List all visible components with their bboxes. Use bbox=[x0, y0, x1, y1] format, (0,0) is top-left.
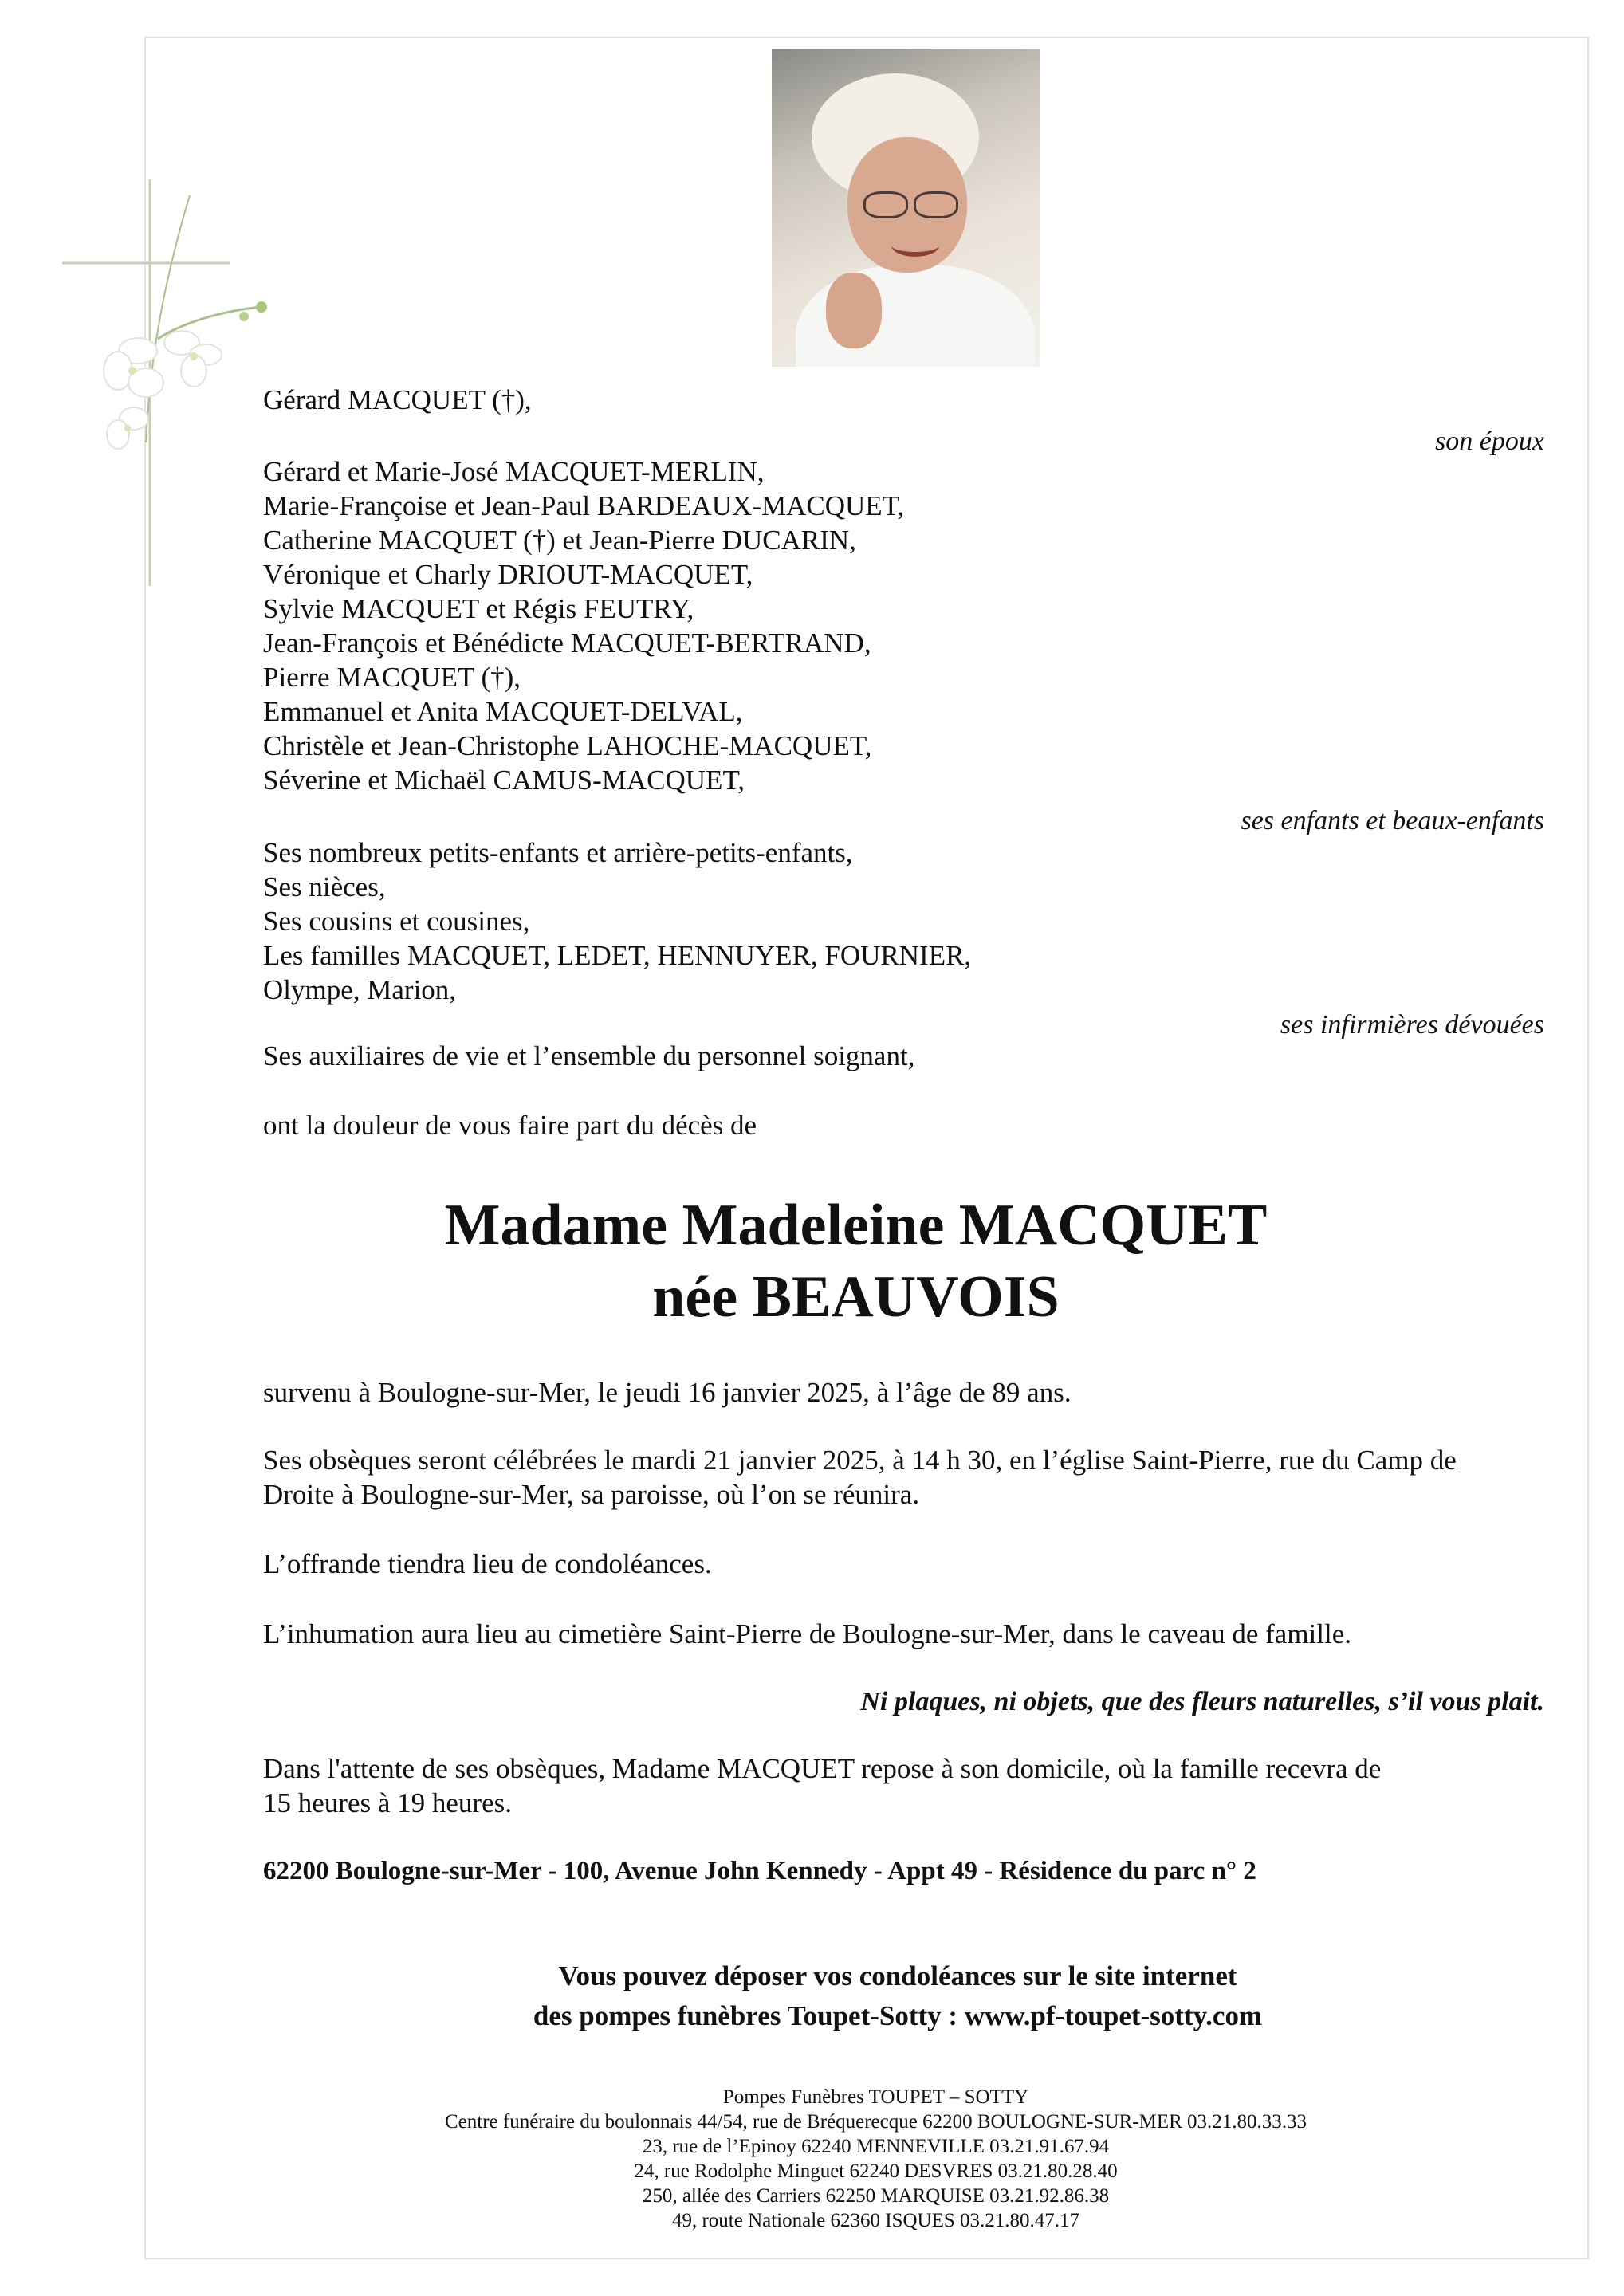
portrait-photo bbox=[772, 49, 1040, 367]
caregivers-line: Ses auxiliaires de vie et l’ensemble du personnel soignant, bbox=[263, 1040, 915, 1071]
deceased-name: Madame Madeleine MACQUET bbox=[444, 1193, 1268, 1258]
footer-line: Centre funéraire du boulonnais 44/54, rue de Bréquerecque 62200 BOULOGNE-SUR-MER 03.21.80.33.33 bbox=[444, 2111, 1307, 2133]
child-line: Catherine MACQUET (†) et Jean-Pierre DUCARIN, bbox=[263, 525, 856, 556]
burial-line: L’inhumation aura lieu au cimetière Saint-Pierre de Boulogne-sur-Mer, dans le caveau de famille. bbox=[263, 1618, 1351, 1649]
child-line: Emmanuel et Anita MACQUET-DELVAL, bbox=[263, 696, 743, 727]
child-line: Véronique et Charly DRIOUT-MACQUET, bbox=[263, 559, 753, 590]
death-line: survenu à Boulogne-sur-Mer, le jeudi 16 janvier 2025, à l’âge de 89 ans. bbox=[263, 1377, 1072, 1408]
child-line: Sylvie MACQUET et Régis FEUTRY, bbox=[263, 593, 694, 624]
footer-line: 250, allée des Carriers 62250 MARQUISE 03.21.92.86.38 bbox=[642, 2185, 1110, 2207]
child-line: Séverine et Michaël CAMUS-MACQUET, bbox=[263, 765, 745, 796]
offering-line: L’offrande tiendra lieu de condoléances. bbox=[263, 1548, 712, 1579]
condolences-line: des pompes funèbres Toupet-Sotty : www.pf-toupet-sotty.com bbox=[533, 2000, 1263, 2031]
children-role: ses enfants et beaux-enfants bbox=[1241, 806, 1544, 835]
condolences-line: Vous pouvez déposer vos condoléances sur le site internet bbox=[558, 1960, 1237, 1991]
child-line: Gérard et Marie-José MACQUET-MERLIN, bbox=[263, 456, 765, 487]
wake-line: 15 heures à 19 heures. bbox=[263, 1787, 512, 1818]
home-address: 62200 Boulogne-sur-Mer - 100, Avenue John Kennedy - Appt 49 - Résidence du parc n° 2 bbox=[263, 1857, 1256, 1885]
footer-line: 23, rue de l’Epinoy 62240 MENNEVILLE 03.21.91.67.94 bbox=[642, 2136, 1110, 2157]
footer-line: 24, rue Rodolphe Minguet 62240 DESVRES 03.21.80.28.40 bbox=[634, 2160, 1118, 2182]
footer-line: Pompes Funèbres TOUPET – SOTTY bbox=[722, 2086, 1029, 2108]
relative-line: Olympe, Marion, bbox=[263, 974, 457, 1005]
footer-line: 49, route Nationale 62360 ISQUES 03.21.80.47.17 bbox=[671, 2210, 1080, 2231]
relative-line: Ses cousins et cousines, bbox=[263, 906, 530, 937]
spouse-role: son époux bbox=[1435, 427, 1544, 456]
nurses-role: ses infirmières dévouées bbox=[1280, 1010, 1544, 1040]
page-border bbox=[144, 37, 1589, 2259]
relative-line: Les familles MACQUET, LEDET, HENNUYER, FOURNIER, bbox=[263, 940, 972, 971]
child-line: Christèle et Jean-Christophe LAHOCHE-MACQUET, bbox=[263, 730, 872, 761]
spouse-line: Gérard MACQUET (†), bbox=[263, 384, 532, 415]
funeral-line: Ses obsèques seront célébrées le mardi 21 janvier 2025, à 14 h 30, en l’église Saint-Pierre, rue du Camp de bbox=[263, 1445, 1457, 1476]
relative-line: Ses nièces, bbox=[263, 871, 386, 902]
relative-line: Ses nombreux petits-enfants et arrière-petits-enfants, bbox=[263, 837, 853, 868]
wake-line: Dans l'attente de ses obsèques, Madame MACQUET repose à son domicile, où la famille recevra de bbox=[263, 1753, 1382, 1784]
deceased-maiden-name: née BEAUVOIS bbox=[652, 1264, 1060, 1330]
announcement-line: ont la douleur de vous faire part du décès de bbox=[263, 1110, 757, 1141]
flowers-notice: Ni plaques, ni objets, que des fleurs naturelles, s’il vous plait. bbox=[860, 1687, 1544, 1716]
child-line: Jean-François et Bénédicte MACQUET-BERTRAND, bbox=[263, 627, 871, 659]
child-line: Marie-Françoise et Jean-Paul BARDEAUX-MACQUET, bbox=[263, 490, 905, 521]
funeral-line: Droite à Boulogne-sur-Mer, sa paroisse, où l’on se réunira. bbox=[263, 1479, 920, 1510]
child-line: Pierre MACQUET (†), bbox=[263, 662, 521, 693]
